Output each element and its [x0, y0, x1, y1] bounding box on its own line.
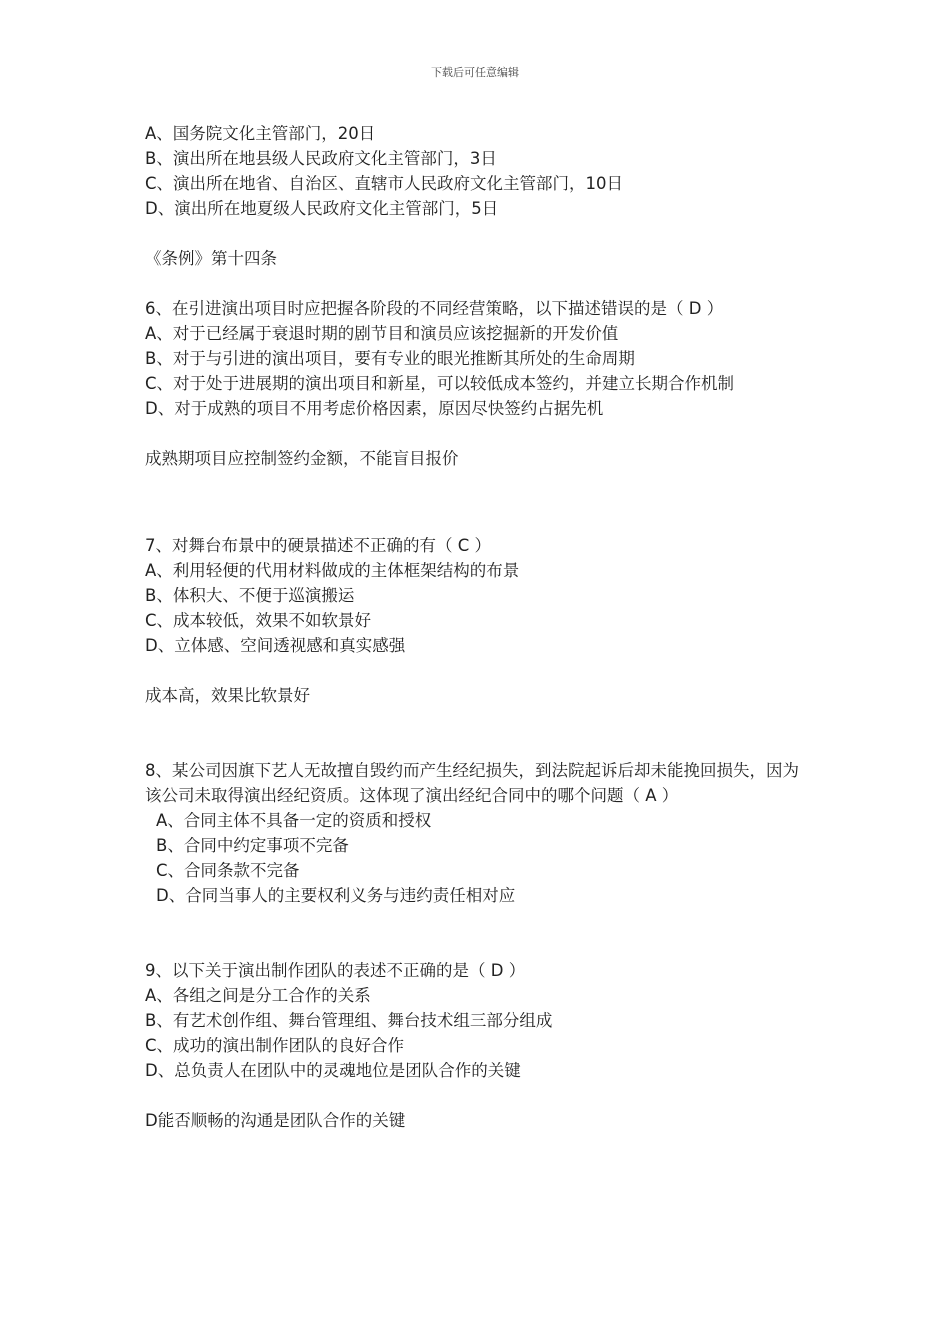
spacer — [145, 271, 815, 296]
q7-note: 成本高，效果比软景好 — [145, 686, 310, 705]
spacer — [145, 658, 815, 683]
q7-question: 7、对舞台布景中的硬景描述不正确的有（ C ） — [145, 536, 492, 555]
q6-option-b: B、对于与引进的演出项目，要有专业的眼光推断其所处的生命周期 — [145, 349, 635, 368]
page-header: 下载后可任意编辑 — [431, 66, 519, 79]
q7-option-c: C、成本较低，效果不如软景好 — [145, 611, 372, 630]
q8-option-d: D、合同当事人的主要权利义务与违约责任相对应 — [156, 886, 516, 905]
q9-option-a: A、各组之间是分工合作的关系 — [145, 986, 371, 1005]
q8-option-c: C、合同条款不完备 — [156, 861, 300, 880]
q6-option-d: D、对于成熟的项目不用考虑价格因素，原因尽快签约占据先机 — [145, 399, 604, 418]
spacer — [145, 221, 815, 246]
q9-note: D能否顺畅的沟通是团队合作的关键 — [145, 1111, 406, 1130]
spacer — [145, 471, 815, 533]
q5-option-d: D、演出所在地夏级人民政府文化主管部门，5日 — [145, 199, 499, 218]
q8-option-b: B、合同中约定事项不完备 — [156, 836, 349, 855]
spacer — [145, 1083, 815, 1108]
q7-option-d: D、立体感、空间透视感和真实感强 — [145, 636, 406, 655]
spacer — [145, 421, 815, 446]
q7-option-a: A、利用轻便的代用材料做成的主体框架结构的布景 — [145, 561, 520, 580]
q9-option-c: C、成功的演出制作团队的良好合作 — [145, 1036, 405, 1055]
q5-option-a: A、国务院文化主管部门，20日 — [145, 124, 376, 143]
document-body — [145, 121, 815, 1133]
q6-option-a: A、对于已经属于衰退时期的剧节目和演员应该挖掘新的开发价值 — [145, 324, 619, 343]
spacer — [145, 708, 815, 758]
q8-question: 8、某公司因旗下艺人无故擅自毁约而产生经纪损失，到法院起诉后却未能挽回损失，因为该公司未取得演出经纪资质。这体现了演出经纪合同中的哪个问题（ A ） — [145, 761, 799, 805]
q5-option-b: B、演出所在地县级人民政府文化主管部门，3日 — [145, 149, 497, 168]
q5-option-c: C、演出所在地省、自治区、直辖市人民政府文化主管部门，10日 — [145, 174, 624, 193]
spacer — [145, 908, 815, 958]
q8-option-a: A、合同主体不具备一定的资质和授权 — [156, 811, 432, 830]
q6-option-c: C、对于处于进展期的演出项目和新星，可以较低成本签约，并建立长期合作机制 — [145, 374, 735, 393]
q9-question: 9、以下关于演出制作团队的表述不正确的是（ D ） — [145, 961, 526, 980]
q6-question: 6、在引进演出项目时应把握各阶段的不同经营策略，以下描述错误的是（ D ） — [145, 299, 724, 318]
q9-option-d: D、总负责人在团队中的灵魂地位是团队合作的关键 — [145, 1061, 521, 1080]
q7-option-b: B、体积大、不便于巡演搬运 — [145, 586, 355, 605]
q5-note: 《条例》第十四条 — [145, 249, 277, 268]
q9-option-b: B、有艺术创作组、舞台管理组、舞台技术组三部分组成 — [145, 1011, 553, 1030]
q6-note: 成熟期项目应控制签约金额，不能盲目报价 — [145, 449, 459, 468]
